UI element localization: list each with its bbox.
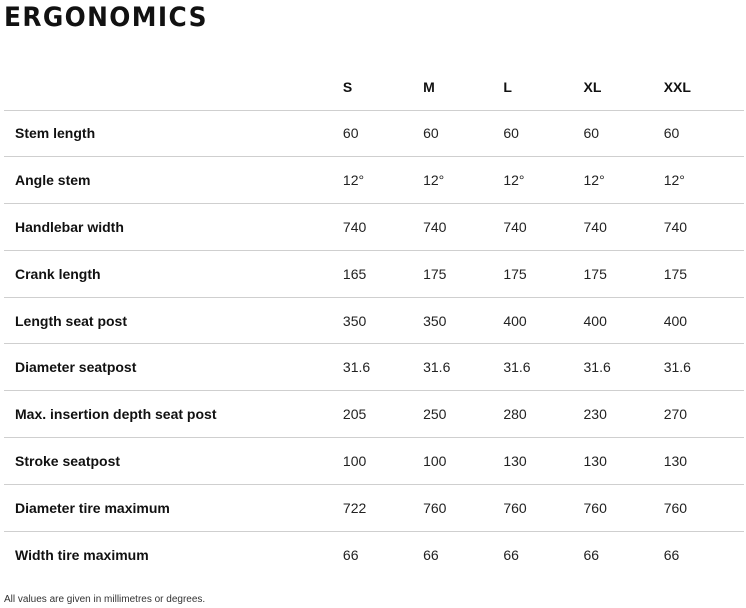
table-row [4,438,744,485]
spec-label: Length seat post [15,312,128,329]
spec-label: Width tire maximum [15,546,149,563]
spec-value-xl: 175 [583,265,607,282]
spec-rows [4,110,744,578]
size-header-xxl: XXL [664,64,744,110]
spec-value-l: 130 [503,452,527,469]
spec-label: Stroke seatpost [15,452,121,469]
spec-value-m: 100 [423,452,447,469]
spec-value-xl: 760 [583,499,607,516]
header-spacer [4,64,343,110]
spec-value-s: 165 [342,265,367,282]
spec-value-l: 175 [503,265,527,282]
spec-value-s: 31.6 [342,359,371,376]
spec-value-xl: 230 [583,406,607,423]
spec-value-m: 760 [423,499,447,516]
table-row [4,110,744,157]
spec-value-l: 66 [503,546,519,563]
size-header-xl: XL [584,64,664,110]
spec-value-xxl: 760 [663,499,688,516]
spec-value-xxl: 740 [663,218,688,235]
spec-value-xl: 400 [583,312,607,329]
spec-value-s: 205 [342,406,367,423]
spec-label: Stem length [15,125,96,142]
table-row [4,204,744,251]
spec-value-xxl: 60 [663,125,680,142]
spec-value-m: 175 [423,265,447,282]
size-header-m: M [423,64,503,110]
spec-value-l: 280 [503,406,527,423]
table-row [4,344,744,391]
spec-value-xxl: 270 [663,406,688,423]
spec-value-m: 31.6 [423,359,451,376]
spec-value-s: 722 [342,499,367,516]
spec-label: Max. insertion depth seat post [15,406,217,423]
spec-label: Diameter seatpost [15,359,137,376]
spec-value-xl: 31.6 [583,359,611,376]
spec-value-xl: 66 [583,546,600,563]
spec-value-m: 250 [423,406,447,423]
spec-value-l: 760 [503,499,527,516]
size-header-l: L [503,64,583,110]
table-row [4,297,744,344]
size-header-row [4,64,744,110]
spec-value-xl: 12° [583,172,605,189]
spec-value-m: 12° [423,172,445,189]
table-row [4,157,744,204]
size-header-s: S [343,64,423,110]
spec-value-xl: 130 [583,452,607,469]
spec-value-l: 60 [503,125,519,142]
spec-value-xxl: 12° [663,172,685,189]
spec-value-xxl: 400 [663,312,688,329]
spec-value-xxl: 175 [663,265,688,282]
table-row [4,391,744,438]
spec-value-xxl: 31.6 [663,359,691,376]
spec-value-xl: 60 [583,125,600,142]
spec-label: Crank length [15,265,101,282]
spec-value-xl: 740 [583,218,607,235]
spec-value-m: 740 [423,218,447,235]
spec-value-m: 350 [423,312,447,329]
table-row [4,531,744,578]
spec-value-l: 740 [503,218,527,235]
spec-label: Handlebar width [15,218,124,235]
spec-value-s: 740 [342,218,367,235]
table-row [4,250,744,297]
units-footnote: All values are given in millimetres or degrees. [4,594,206,605]
page-title: ERGONOMICS [4,2,208,33]
spec-value-xxl: 130 [663,452,688,469]
spec-value-s: 66 [342,546,359,563]
spec-value-m: 60 [423,125,439,142]
spec-value-xxl: 66 [663,546,680,563]
spec-value-m: 66 [423,546,439,563]
spec-label: Diameter tire maximum [15,499,170,516]
spec-value-s: 350 [342,312,367,329]
spec-value-l: 400 [503,312,527,329]
ergonomics-table [4,64,744,578]
spec-value-l: 31.6 [503,359,531,376]
spec-value-s: 100 [342,452,367,469]
spec-value-l: 12° [503,172,525,189]
spec-value-s: 60 [342,125,359,142]
spec-value-s: 12° [342,172,365,189]
table-row [4,484,744,531]
spec-label: Angle stem [15,172,91,189]
